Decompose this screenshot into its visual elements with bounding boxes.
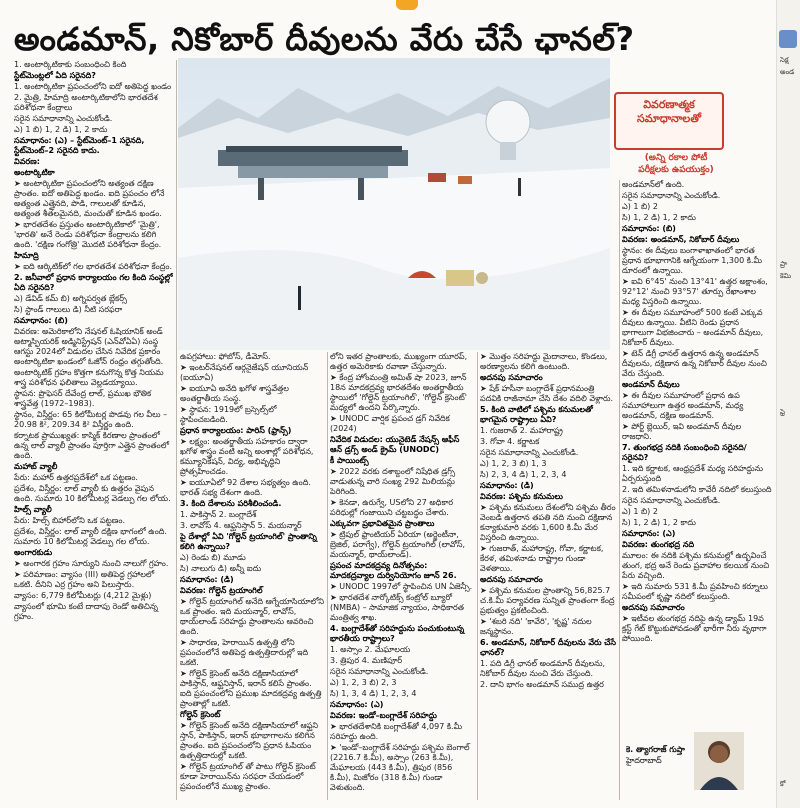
article-paragraph: ఎ) 1, 2, 3 బి) 1, 3: [480, 459, 547, 468]
article-column-4: [480, 352, 616, 800]
column-divider: [327, 352, 328, 800]
article-paragraph: ➤ భారతదేశానికి బంగ్లాదేశ్‌తో 4,097 కి.మీ సరిహద్దు ఉంది.: [330, 722, 463, 741]
article-paragraph: ఎ) రెండు బి) మూడు: [180, 553, 246, 562]
article-subheading: ప్రధాన కార్యాలయం: పారిస్ (ఫ్రాన్స్): [180, 426, 292, 435]
article-paragraph: ➤ భారతదేశం ప్రస్తుతం అంటార్కిటికాలో 'మైత్రి', 'భారతి' అనే రెండు పరిశోధనా కేంద్రాలను కలిగి ఉంది. 'దక్షిణ గంగోత్రి' మొదటి పరిశోధనా కేంద్రం.: [14, 220, 162, 249]
column-divider: [176, 60, 177, 800]
article-paragraph: ➤ 'శబరి నది' 'కావేరి', 'కృష్ణ' నదుల జన్మస్థానం.: [480, 617, 592, 636]
article-paragraph: ఎ) 1, 2, 3 బి) 2, 3: [330, 678, 397, 687]
article-paragraph: ఎ) 1 బి) 2: [622, 507, 658, 516]
article-subheading: 6. అండమాన్, నికోబార్ దీవులను వేరు చేసే ఛానల్?: [480, 638, 616, 657]
article-paragraph: సి) 1, 2 డి) 1, 2 కాదు: [622, 213, 696, 222]
article-paragraph: 1. పది డిగ్రీ ఛానల్ అండమాన్ దీవులను, నికోబార్ దీవుల నుంచి వేరు చేస్తుంది.: [480, 659, 606, 678]
article-paragraph: ➤ పోర్ట్ బ్లెయిర్, ఇవి అండమాన్ దీవుల రాజధాని.: [622, 422, 742, 441]
side-snippet: కో: [780, 780, 786, 788]
article-subheading: నివేదిక విడుదల: యునైటెడ్ నేషన్స్ ఆఫీస్ ఆన్ డ్రగ్స్ అండ్ క్రైమ్ (UNODC): [330, 435, 460, 454]
article-paragraph: ➤ టెన్ డిగ్రీ ఛానల్ ఉత్తరాన ఉన్న అండమాన్ దీవులను, దక్షిణాన ఉన్న నికోబార్ దీవుల నుంచి వేరు చేస్తుంది.: [622, 349, 767, 378]
article-paragraph: సి) 1, 2 డి) 1, 2 కాదు: [622, 518, 696, 527]
article-paragraph: ➤ 2022 వరకు దశాబ్దంలో నిషేధిత డ్రగ్స్ వాడుతున్న వారి సంఖ్య 292 మిలియన్లు పెరిగింది.: [330, 467, 456, 496]
newspaper-icon: [779, 30, 797, 48]
article-subheading: 3. కింది దేశాలను పరిశీలించండి.: [180, 499, 282, 508]
article-paragraph: ➤ UNODC 1997లో స్థాపించిన UN ఏజెన్సీ.: [330, 582, 473, 591]
article-subheading: వివరణ: పశ్చిమ కనుమలు: [480, 492, 563, 501]
article-paragraph: సరైన సమాధానాన్ని ఎంచుకోండి.: [330, 667, 429, 676]
callout-line-2: సమాధానాలతో: [637, 112, 701, 125]
article-paragraph: ఎ) డేవిడ్ కమ్ బి) అగ్నిపర్వత బ్లేకర్స్: [14, 294, 128, 303]
callout-line-1: వివరణాత్మక: [643, 98, 695, 111]
article-paragraph: ➤ ఐది ఆర్కిటిక్‌లో గల భారతదేశ పరిశోధనా కేంద్రం.: [14, 262, 172, 271]
article-paragraph: ఉపగ్రహాలు: ఫోబోస్, డీమోస్.: [180, 352, 271, 361]
article-subheading: అండమాన్ దీవులు: [622, 380, 680, 389]
article-paragraph: ➤ ఈ దీవుల సమూహంలో 500 కంటే ఎక్కువ దీవులు ఉన్నాయి. వీటిని రెండు ప్రధాన భాగాలుగా విభజించారు – అండమాన్ దీవులు, నికోబార్ దీవులు.: [622, 308, 764, 347]
article-subheading: ప్రపంచ మాదకద్రవ్య దినోత్సవం: మాదకద్రవ్యాల దుర్వినియోగం జూన్ 26.: [330, 561, 457, 580]
article-paragraph: 1. గుజరాత్ 2. మహారాష్ట్ర: [480, 426, 563, 435]
article-paragraph: స్థానం: ఈ దీవులు బంగాళాఖాతంలో భారత ప్రధాన భూభాగానికి ఆగ్నేయంగా 1,300 కి.మీ దూరంలో ఉన్నాయి.: [622, 246, 762, 275]
article-subheading: వివరణ: తుంగభద్ర నది: [622, 540, 695, 549]
side-snippet: అండ: [780, 68, 795, 76]
article-subheading: హిల్స్ వ్యాలీ: [14, 505, 52, 514]
article-paragraph: అండమాన్‌లో ఉంది.: [622, 180, 685, 189]
article-paragraph: వివరణ: అమెరికాలోని నేషనల్ ఓషియానిక్ అండ్ అట్మాస్ఫియరిక్ అడ్మినిస్ట్రేషన్ (ఎన్‌వోఏఏ) సంస్థ ఆగస్టు 2024లో విడుదల చేసిన నివేదిక ప్రకారం అంటార్కిటికా ఖండంలో ఓజోన్ రంధ్రం తగ్గుతోంది.: [14, 327, 164, 366]
article-paragraph: ➤ గోల్డెన్ క్రెసెంట్ అనేది దక్షిణాసియాలో పాకిస్తాన్, ఆఫ్ఘనిస్తాన్, ఇరాన్ కలిసే ప్రాంతం. ఐది ప్రపంచంలోని ప్రముఖ మాదకద్రవ్య ఉత్పత్తి ప్రాంతాల్లో ఒకటి.: [180, 669, 322, 708]
column-divider: [619, 180, 620, 800]
article-subheading: వివరణ: ఇండో–బంగ్లాదేశ్ సరిహద్దు: [330, 711, 437, 720]
article-subheading: అదనపు సమాచారం: [622, 603, 685, 612]
article-paragraph: మూలం: ఈ నదికి పశ్చిమ కనుమల్లో ఉద్భవించే తుంగ, భద్ర అనే రెండు ప్రవాహాల కలయిక నుంచి పేరు వచ్చింది.: [622, 551, 770, 580]
article-paragraph: ➤ గుజరాత్, మహారాష్ట్ర, గోవా, కర్ణాటక, కేరళ, తమిళనాడు రాష్ట్రాల గుండా వెళతాయి.: [480, 544, 604, 573]
article-subheading: సమాధానం: (ఎ): [622, 529, 676, 538]
article-paragraph: 1. అస్సాం 2. మేఘాలయ: [330, 645, 411, 654]
callout-sub-1: (అన్ని రకాల పోటీ: [644, 153, 708, 163]
callout-subtitle: [628, 152, 724, 178]
article-paragraph: సరైన సమాధానాన్ని ఎంచుకోండి.: [480, 448, 579, 457]
top-accent-tab: [396, 0, 418, 10]
article-paragraph: ➤ అంగారక గ్రహం సూర్యుని నుంచి నాలుగో గ్రహం.: [14, 559, 169, 568]
article-paragraph: ➤ భారతదేశ నార్కోటిక్స్ కంట్రోల్ బ్యూరో (NMBA) – సామాజిక న్యాయం, సాధికారత మంత్రిత్వ శాఖ.: [330, 593, 464, 622]
article-subheading: సమాధానం: (డి): [180, 575, 234, 584]
article-paragraph: ➤ గోల్డెన్ ట్రయాంగిల్ అనేది ఆగ్నేయాసియాలోని ఒక ప్రాంతం. ఇది మయన్మార్, లావోస్, థాయ్‌లాండ్‌ సరిహద్దు ప్రాంతాలను ఆవరించి ఉంది.: [180, 597, 324, 636]
author-photo: [694, 732, 744, 790]
side-snippet: ప్రా: [780, 260, 788, 268]
article-paragraph: ➤ 'ఇండో–బంగ్లాదేశ్ సరిహద్దు పశ్చిమ బెంగాల్ (2216.7 కి.మీ), అస్సాం (263 కి.మీ), మేఘాలయ (443 కి.మీ), త్రిపుర (856 కి.మీ), మిజోరం (318 కి.మీ) గుండా వెళుతుంది.: [330, 743, 470, 792]
article-subheading: గోల్డెన్ క్రెసెంట్: [180, 710, 221, 719]
article-subheading: అంటార్కిటికా: [14, 168, 55, 177]
article-paragraph: సి) 1, 3, 4 డి) 1, 2, 3, 4: [330, 689, 417, 698]
article-paragraph: వ్యాసంలో భూమి కంటే దాదాపు రెండో అతిచిన్న గ్రహం.: [14, 602, 158, 621]
article-subheading: 4. బంగ్లాదేశ్‌తో సరిహద్దును పంచుకుంటున్న భారతీయ రాష్ట్రాలు?: [330, 624, 465, 643]
article-subheading: కీ పాయింట్స్: [330, 456, 369, 465]
article-paragraph: 2. మైత్రి, హిమాద్రి అంటార్కిటికాలోని భారతదేశ పరిశోధనా కేంద్రాలు: [14, 93, 158, 112]
article-paragraph: 2. దాని భాగం అండమాన్ సముద్ర ఉత్తర: [480, 680, 604, 689]
article-paragraph: ఎ) 1 బి) 2: [622, 202, 658, 211]
article-paragraph: ➤ ఈ దీవుల సమూహంలో ప్రధాన ఉప సమూహాలుగా ఉత్తర అండమాన్, మధ్య అండమాన్, దక్షిణ అండమాన్.: [622, 391, 744, 420]
article-paragraph: ➤ అంటార్కిటికా ప్రపంచంలోని అత్యంత దక్షిణ ప్రాంతం. ఐదో అతిపెద్ద ఖండం. ఐది ప్రపంచం లోనే అత్యంత ఎత్తైనది, పొడి, గాలులతో కూడిన, అత్యంత శీతలమైనది, మంచుతో కూడిన ఖండం.: [14, 179, 165, 218]
article-paragraph: ➤ పశ్చిమ కనుమల ప్రాంతాన్ని 56,825.7 చ.కి.మీ పర్యావరణ సున్నిత ప్రాంతంగా కేంద్ర ప్రభుత్వం ప్రకటించింది.: [480, 586, 615, 615]
article-paragraph: ➤ ఇంటర్‌నేషనల్ ఆర్గనైజేషన్ యూనియన్ (ఐయూఏ): [180, 363, 309, 382]
article-paragraph: స్థానం, విస్తీర్ణం: 65 కిలోమీటర్ల పొడవు గల వీలు – 20.98 కి², 209.34 కి² విస్తీర్ణం ఉంది.: [14, 410, 168, 429]
article-paragraph: ➤ పరిమాణం: వ్యాసం (III) అతిపెద్ద గ్రహాలలో ఒకటి. దీనిని ఎర్ర గ్రహం అని పిలుస్తారు.: [14, 570, 155, 589]
article-paragraph: 1. అంటార్కిటికాకు సంబంధించి కింది: [14, 60, 127, 69]
article-subheading: పై దేశాల్లో ఏవి 'గోల్డెన్ ట్రయాంగిల్' ప్రాంతాన్ని కలిగి ఉన్నాయి?: [180, 532, 317, 551]
article-paragraph: ➤ షేక్ హసీనా బంగ్లాదేశ్ ప్రధానమంత్రి పదవికి రాజీనామా చేసి దేశం వదిలి వెళ్లారు.: [480, 384, 614, 403]
article-paragraph: సరైన సమాధానాన్ని ఎంచుకోండి.: [622, 191, 721, 200]
article-paragraph: 3. త్రిపుర 4. మణిపూర్: [330, 656, 403, 665]
article-paragraph: ➤ ట్రిపుల్ ఫ్రాంటియర్ ఏరియా (అర్జెంటీనా, బ్రెజిల్, పరాగ్వే), గోల్డెన్ ట్రయాంగిల్ (లావోస్, మయన్మార్, థాయ్‌లాండ్).: [330, 530, 465, 559]
article-paragraph: ➤ ఇటీవల తుంగభద్ర నదిపై ఉన్న డ్యామ్ 19వ క్రస్ట్ గేట్ కొట్టుకుపోవడంతో భారీగా నీరు వృథాగా పోయింది.: [622, 614, 767, 643]
article-paragraph: 3. లావోస్ 4. ఆఫ్ఘనిస్తాన్ 5. మయన్మార్: [180, 521, 302, 530]
adjacent-page-strip: [776, 0, 800, 808]
article-subheading: సమాధానం: (ఎ) – స్టేట్‌మెంట్–1 సరైనది, స్టేట్‌మెంట్–2 సరైనది కాదు.: [14, 136, 145, 155]
article-paragraph: ➤ సాధారణ, హెరాయిన్ ఉత్పత్తి లోని ప్రపంచంలోనే అతిపెద్ద ఉత్పత్తిదారుల్లో ఇది ఒకటి.: [180, 638, 309, 667]
article-subheading: 7. తుంగభద్ర నదికి సంబంధించి సరైనది/సరైనవి?: [622, 443, 747, 462]
article-subheading: సమాధానం: (ఎ): [330, 700, 384, 709]
article-subheading: మహాబ్ వ్యాలీ: [14, 462, 58, 471]
article-paragraph: సరైన సమాధానాన్ని ఎంచుకోండి.: [14, 114, 113, 123]
article-subheading: అదనపు సమాచారం: [480, 373, 543, 382]
article-paragraph: ఎ) 1 బి) 1, 2 డి) 1, 2 కాదు: [14, 125, 108, 134]
article-subheading: హిమాద్రి: [14, 251, 39, 260]
article-paragraph: ➤ కెనడా, ఉరుగ్వే, USలోని 27 అధికార పరిధుల్లో గంజాయిని చట్టబద్ధం చేశారు.: [330, 498, 454, 517]
article-paragraph: స్థాపన: ప్రొఫెసర్ దేవేంద్ర లాల్, ప్రముఖ భౌతిక శాస్త్రవేత్త (1972–1983).: [14, 389, 152, 408]
article-paragraph: సి) 2, 3, 4 డి) 1, 2, 3, 4: [480, 470, 567, 479]
article-subheading: వివరణ: అండమాన్, నికోబార్ దీవులు: [622, 235, 740, 244]
article-paragraph: ➤ గోల్డెన్ ట్రయాంగిల్ తో పాటు గోల్డెన్ క్రెసెంట్ కూడా హెరాయిన్‌ను సరఫరా చేయడంలో ప్రపంచంలోనే ముఖ్య ప్రాంతం.: [180, 762, 316, 791]
callout-box: [614, 92, 724, 150]
article-paragraph: సి) స్టాండ్ గాలులు డి) నీటి సరఫరా: [14, 305, 123, 314]
author-place: హైదరాబాద్: [626, 756, 662, 765]
side-snippet: ఫ్రె: [780, 408, 785, 416]
author-name: కె. త్యాగరాజ్ గుప్తా: [626, 745, 685, 754]
article-paragraph: అంటార్కిటిక్ గ్రహం కొత్తగా కనుగొన్న కొత్త నియమ శాస్త్ర పరిశోధన ఫలితాలు వెల్లడయ్యాయి.: [14, 368, 164, 387]
article-subheading: ఎక్కువగా ప్రభావితమైన ప్రాంతాలు: [330, 519, 435, 528]
article-paragraph: పేరు: మహార్ ఉత్తరప్రదేశ్‌లో ఒక పట్టణం.: [14, 473, 138, 482]
article-column-1: [14, 60, 174, 800]
article-subheading: సమాధానం: (బి): [14, 316, 68, 325]
article-paragraph: ➤ ఐయూఏలో 92 దేశాల సభ్యత్వం ఉంది. భారత్ సభ్య దేశంగా ఉంది.: [180, 478, 311, 497]
article-paragraph: 1. అంటార్కిటికా ప్రపంచంలోని ఐదో అతిపెద్ద ఖండం: [14, 82, 172, 91]
article-paragraph: ➤ మొత్తం సరిహద్దు మైదానాలు, కొండలు, అరణ్యాలను కలిగి ఉంటుంది.: [480, 352, 608, 371]
article-paragraph: ➤ ఇది సుమారు 531 కి.మీ ప్రవహించి కర్నూలు సమీపంలో కృష్ణా నదిలో కలుస్తుంది.: [622, 582, 768, 601]
column-divider: [477, 352, 478, 800]
article-paragraph: ➤ UNODC వార్షిక ప్రపంచ డ్రగ్ నివేదిక (2024): [330, 414, 450, 433]
side-snippet: సెక్ష: [780, 56, 789, 64]
article-paragraph: ప్రదేశం, విస్తీర్ణం: లాల్ వ్యాలీ దక్షిణ భాగంలో ఉంది. సుమారు 10 కిలోమీటర్ల వెడల్పు గల లోయ.: [14, 527, 167, 546]
side-snippet: కెమి: [780, 272, 792, 280]
article-subheading: వివరణ:: [14, 157, 40, 166]
article-paragraph: వ్యాసం: 6,779 కిలోమీటర్లు (4,212 మైళ్లు): [14, 591, 152, 600]
article-column-2: [180, 352, 324, 800]
page-headline: అండమాన్, నికోబార్ దీవులను వేరు చేసే ఛానల్?: [14, 20, 635, 58]
article-subheading: అంగారకుడు: [14, 548, 53, 557]
article-subheading: స్టేట్‌మెంట్లలో ఏది సరైనది?: [14, 71, 96, 80]
article-subheading: సమాధానం: (డి): [480, 481, 534, 490]
callout-sub-2: పరీక్షలకు ఉపయుక్తం): [638, 165, 714, 175]
antarctic-station-photo: [178, 58, 610, 350]
article-paragraph: ➤ స్థాపన: 1919లో బ్రస్సెల్స్‌లో స్థాపించబడింది.: [180, 405, 277, 424]
article-paragraph: 1. పాకిస్తాన్ 2. బంగ్లాదేశ్: [180, 510, 257, 519]
article-subheading: సమాధానం: (బి): [622, 224, 676, 233]
article-subheading: అదనపు సమాచారం: [480, 575, 543, 584]
article-subheading: వివరణ: గోల్డెన్ ట్రయాంగిల్: [180, 586, 263, 595]
article-paragraph: కర్నాటక ప్రాముఖ్యత: కాస్మిక్ కిరణాల ప్రాంతంలో ఉన్న లాల్ వ్యాలీ ప్రాంతం పూర్తిగా ఎత్తైన ప్రాంతంలో ఉంది.: [14, 431, 169, 460]
author-byline: [626, 744, 692, 766]
article-paragraph: 3. గోవా 4. కర్ణాటక: [480, 437, 540, 446]
article-subheading: 2. జనీవాలో ప్రధాన కార్యాలయం గల కింది సంస్థల్లో ఏది సరైనది?: [14, 273, 173, 292]
article-paragraph: ➤ పశ్చిమ కనుమలు దేశంలోని పశ్చిమ తీరం వెంబడి ఉత్తరాన తపతి నది నుంచి దక్షిణాన కన్యాకుమారి వరకు 1,600 కి.మీ మేర విస్తరించి ఉన్నాయి.: [480, 503, 616, 542]
article-column-5: [622, 180, 772, 728]
article-paragraph: పేరు: హిల్స్‌ బిహార్‌లోని ఒక పట్టణం.: [14, 516, 126, 525]
article-paragraph: 2. ఇది తమిళనాడులోని కావేరీ నదిలో కలుస్తుంది: [622, 485, 772, 494]
article-paragraph: సరైన సమాధానాన్ని ఎంచుకోండి.: [622, 496, 721, 505]
article-paragraph: సి) నాలుగు డి) అన్నీ ఐదు: [180, 564, 262, 573]
article-paragraph: 1. ఇది కర్ణాటక, ఆంధ్రప్రదేశ్ మధ్య సరిహద్దును ఏర్పరుస్తుంది: [622, 464, 764, 483]
article-paragraph: ➤ కేంద్ర హోంమంత్రి అమిత్ షా 2023, జూన్ 18న మాదకద్రవ్య భారతదేశం అంతర్జాతీయ స్థాయిలో 'గోల్డెన్ ట్రయాంగిల్', 'గోల్డెన్ క్రెసెంట్' మధ్యలో ఉందని పేర్కొన్నారు.: [330, 373, 467, 412]
article-column-3: [330, 352, 474, 800]
article-paragraph: ➤ ఐవి 6°45' నుంచి 13°41' ఉత్తర అక్షాంశం, 92°12' నుంచి 93°57' తూర్పు రేఖాంశాల మధ్య విస్తరించి ఉన్నాయి.: [622, 277, 768, 306]
article-paragraph: ప్రదేశం, విస్తీర్ణం: లాల్ వ్యాలీ కు ఉత్తరం వైపున ఉంది. సుమారు 10 కిలోమీటర్ల వెడల్పు గల లోయ.: [14, 484, 171, 503]
article-paragraph: లోని ఇతర ప్రాంతాలకు, ముఖ్యంగా యూరప్, ఉత్తర అమెరికాకు రవాణా చేస్తున్నారు.: [330, 352, 468, 371]
article-paragraph: ➤ ఐయూఏ అనేది ఖగోళ శాస్త్రవేత్తల అంతర్జాతీయ సంస్థ.: [180, 384, 289, 403]
article-subheading: 5. కింది వాటిలో పశ్చిమ కనుమలతో భాగమైన రాష్ట్రాలు ఏవి?: [480, 405, 593, 424]
article-paragraph: ➤ గోల్డెన్ క్రెసెంట్ అనేది దక్షిణాసియాలో ఆఫ్ఘని స్తాన్, పాకిస్తాన్, ఇరాన్ భూభాగాలను కలిగిన ప్రాంతం. ఐది ప్రపంచంలోని ప్రధాన ఓపియం ఉత్పత్తిదారుల్లో ఒకటి.: [180, 721, 319, 760]
article-paragraph: ➤ లక్ష్యం: అంతర్జాతీయ సహకారం ద్వారా ఖగోళ శాస్త్రం వంటి అన్ని అంశాల్లో పరిశోధన, కమ్యూనికేషన్, విద్య, అభివృద్ధిని ప్రోత్సహించడం.: [180, 437, 314, 476]
